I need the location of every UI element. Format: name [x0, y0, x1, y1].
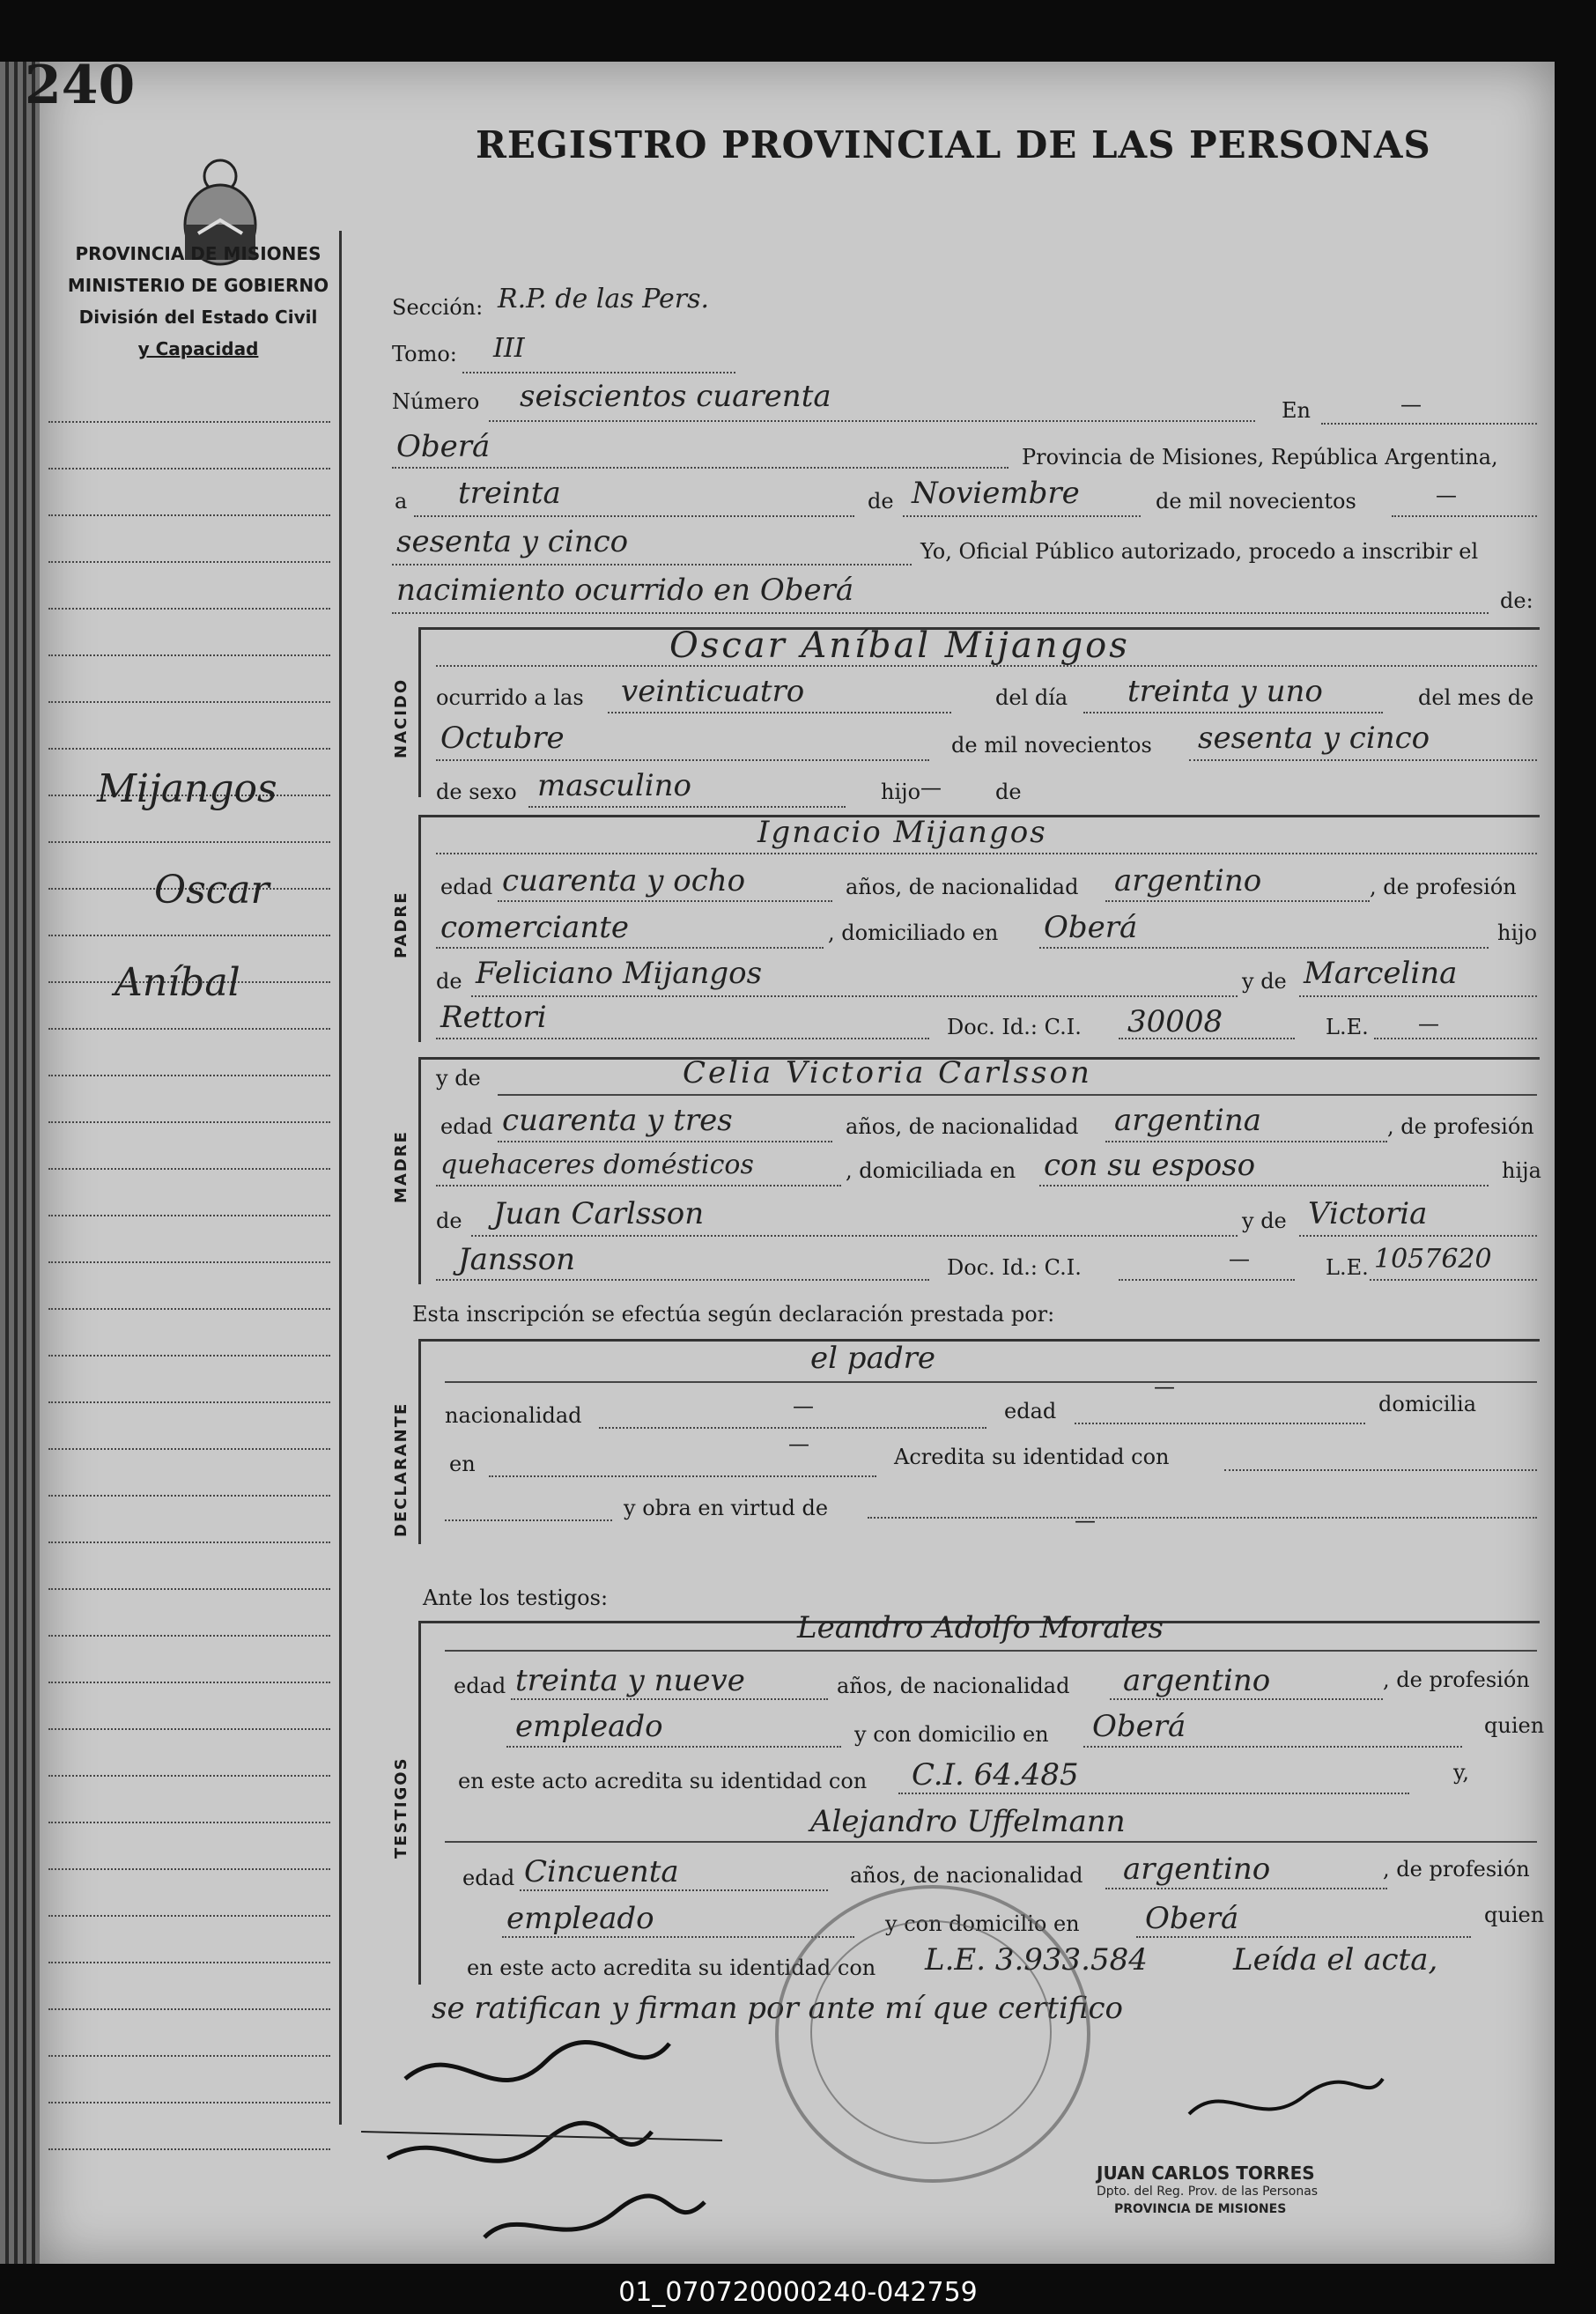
- mil-value: —: [1436, 483, 1457, 507]
- madre-le: 1057620: [1374, 1244, 1492, 1275]
- testigo2-quien: quien: [1484, 1903, 1545, 1927]
- margin-line: [48, 1308, 330, 1312]
- official-stamp-inner-icon: [810, 1920, 1052, 2144]
- margin-line: [48, 654, 330, 658]
- testigo2-prof: empleado: [506, 1901, 654, 1936]
- madre-madre: Victoria: [1308, 1196, 1428, 1231]
- madre-yde-label: y de: [436, 1066, 481, 1090]
- testigo2-edad-label: edad: [462, 1866, 515, 1890]
- cierre-2: se ratifican y firman por ante mí que certifico: [432, 1991, 1124, 2026]
- margin-line: [48, 1075, 330, 1078]
- document-title: REGISTRO PROVINCIAL DE LAS PERSONAS: [476, 123, 1431, 166]
- en-value: —: [1400, 392, 1422, 417]
- official-signature-icon: [1171, 2052, 1400, 2140]
- margin-divider: [339, 231, 342, 2125]
- declarante-dom-label: domicilia: [1378, 1392, 1477, 1416]
- margin-line: [48, 1215, 330, 1218]
- image-id-footer: 01_070720000240-042759: [618, 2277, 978, 2308]
- margin-line: [48, 701, 330, 705]
- hora-value: veinticuatro: [621, 674, 805, 709]
- padre-le: —: [1418, 1011, 1439, 1036]
- margin-surname: Mijangos: [97, 766, 277, 811]
- padre-madre-apellido: Rettori: [440, 1000, 547, 1035]
- testigo1-y: y,: [1453, 1760, 1469, 1785]
- madre-padre: Juan Carlsson: [493, 1196, 705, 1231]
- tomo-value: III: [493, 333, 525, 364]
- margin-line: [48, 1168, 330, 1172]
- madre-dom-label: , domiciliada en: [846, 1158, 1016, 1183]
- margin-line: [48, 1495, 330, 1498]
- margin-line: [48, 1541, 330, 1545]
- testigo1-edad: treinta y nueve: [515, 1663, 745, 1698]
- declarante-edad: —: [1154, 1374, 1175, 1399]
- declarante-acred-label: Acredita su identidad con: [894, 1445, 1170, 1469]
- lugar-value: Oberá: [396, 429, 491, 464]
- padre-doc: 30008: [1127, 1004, 1223, 1039]
- hijo-label: hijo: [881, 780, 921, 804]
- madre-edad-label: edad: [440, 1114, 493, 1139]
- declarante-intro: Esta inscripción se efectúa según declaración prestada por:: [412, 1302, 1055, 1327]
- margin-line: [48, 608, 330, 611]
- testigos-intro: Ante los testigos:: [423, 1586, 609, 1610]
- madre-tab: MADRE: [392, 1130, 410, 1204]
- padre-tab: PADRE: [392, 891, 410, 959]
- padre-dom: Oberá: [1044, 910, 1138, 945]
- testigo2-edad: Cincuenta: [524, 1854, 679, 1889]
- margin-line: [48, 1635, 330, 1638]
- padre-prof-label: , de profesión: [1370, 875, 1517, 899]
- padre-doc-label: Doc. Id.: C.I.: [947, 1015, 1082, 1039]
- madre-yde2-label: y de: [1242, 1209, 1287, 1233]
- margin-line: [48, 935, 330, 938]
- nacido-anio-value: sesenta y cinco: [1198, 721, 1430, 756]
- office-ministry: MINISTERIO DE GOBIERNO: [67, 275, 329, 296]
- margin-line: [48, 1775, 330, 1778]
- padre-padre: Feliciano Mijangos: [476, 956, 763, 991]
- margin-line: [48, 1028, 330, 1031]
- margin-name-1: Oscar: [154, 868, 270, 913]
- margin-line: [48, 2148, 330, 2152]
- madre-madre-apellido: Jansson: [458, 1242, 576, 1277]
- margin-line: [48, 1401, 330, 1405]
- seccion-label: Sección:: [392, 295, 484, 320]
- nacido-dia-value: treinta y uno: [1127, 674, 1323, 709]
- mil-text: de mil novecientos: [1156, 489, 1356, 514]
- declarante-obra-label: y obra en virtud de: [624, 1496, 829, 1520]
- testigo1-prof-label: , de profesión: [1383, 1667, 1530, 1692]
- margin-line: [48, 2008, 330, 2012]
- testigo1-nac: argentino: [1123, 1663, 1271, 1698]
- margin-line: [48, 1822, 330, 1825]
- declarante-obra: —: [1075, 1508, 1096, 1533]
- margin-line: [48, 1355, 330, 1358]
- margin-line: [48, 748, 330, 751]
- sexo-value: masculino: [537, 768, 692, 803]
- testigo1-nombre: Leandro Adolfo Morales: [797, 1610, 1164, 1645]
- margin-name-2: Aníbal: [115, 960, 240, 1005]
- ocurrido-label: ocurrido a las: [436, 685, 584, 710]
- numero-value: seiscientos cuarenta: [520, 379, 831, 414]
- official-role: Dpto. del Reg. Prov. de las Personas: [1097, 2185, 1319, 2199]
- de-colon: de:: [1500, 588, 1533, 613]
- testigo2-nac-label: años, de nacionalidad: [850, 1863, 1083, 1888]
- testigo2-prof-label: , de profesión: [1383, 1857, 1530, 1882]
- declarante-nombre: el padre: [810, 1341, 935, 1376]
- nacido-de-label: de: [995, 780, 1022, 804]
- mes-value: Noviembre: [912, 476, 1080, 511]
- padre-nac: argentino: [1114, 863, 1262, 898]
- padre-prof: comerciante: [440, 910, 629, 945]
- acto-value: nacimiento ocurrido en Oberá: [396, 573, 854, 608]
- declarante-edad-label: edad: [1004, 1399, 1057, 1423]
- a-label: a: [395, 489, 408, 514]
- numero-label: Número: [392, 389, 480, 414]
- testigo1-acred: C.I. 64.485: [912, 1757, 1079, 1793]
- de-mil-label: de mil novecientos: [951, 733, 1152, 758]
- sexo-label: de sexo: [436, 780, 517, 804]
- tomo-label: Tomo:: [392, 342, 457, 366]
- padre-madre: Marcelina: [1304, 956, 1458, 991]
- madre-prof: quehaceres domésticos: [440, 1150, 754, 1180]
- margin-line: [48, 1682, 330, 1685]
- margin-line: [48, 1261, 330, 1265]
- provincia-text: Provincia de Misiones, República Argentina,: [1022, 445, 1498, 469]
- margin-line: [48, 1121, 330, 1125]
- testigo2-acred-label: en este acto acredita su identidad con: [467, 1955, 876, 1980]
- margin-line: [48, 1588, 330, 1592]
- padre-hijo-label: hijo: [1497, 920, 1538, 945]
- declarante-nac: —: [793, 1394, 814, 1418]
- testigo1-acred-label: en este acto acredita su identidad con: [458, 1769, 868, 1793]
- madre-doc-label: Doc. Id.: C.I.: [947, 1255, 1082, 1280]
- madre-nac-label: años, de nacionalidad: [846, 1114, 1079, 1139]
- madre-dom: con su esposo: [1044, 1148, 1256, 1183]
- office-capacity: y Capacidad: [137, 338, 259, 359]
- padre-yde-label: y de: [1242, 969, 1287, 994]
- margin-line: [48, 1915, 330, 1918]
- yo-text: Yo, Oficial Público autorizado, procedo a inscribir el: [920, 539, 1479, 564]
- testigo2-dom-label: y con domicilio en: [885, 1911, 1080, 1936]
- testigo2-nac: argentino: [1123, 1852, 1271, 1887]
- official-province: PROVINCIA DE MISIONES: [1114, 2202, 1287, 2216]
- testigo1-edad-label: edad: [454, 1674, 506, 1698]
- declarante-en: —: [788, 1431, 809, 1456]
- seccion-value: R.P. de las Pers.: [498, 284, 710, 314]
- madre-hija-label: hija: [1502, 1158, 1541, 1183]
- testigo1-dom: Oberá: [1092, 1709, 1186, 1744]
- cierre-1: Leída el acta,: [1233, 1942, 1438, 1978]
- office-province: PROVINCIA DE MISIONES: [75, 243, 321, 264]
- margin-line: [48, 2055, 330, 2059]
- declarante-en-label: en: [449, 1452, 476, 1476]
- nacido-nombre: Oscar Aníbal Mijangos: [669, 625, 1130, 666]
- padre-dom-label: , domiciliado en: [828, 920, 999, 945]
- margin-line: [48, 561, 330, 565]
- padre-edad-label: edad: [440, 875, 493, 899]
- madre-nac: argentina: [1114, 1103, 1262, 1138]
- testigo1-nac-label: años, de nacionalidad: [837, 1674, 1070, 1698]
- nacido-tab: NACIDO: [392, 677, 410, 758]
- testigo2-dom: Oberá: [1145, 1901, 1239, 1936]
- declarante-box: [418, 1339, 1540, 1544]
- testigo2-nombre: Alejandro Uffelmann: [810, 1804, 1126, 1839]
- anio-value: sesenta y cinco: [396, 524, 629, 559]
- margin-line: [48, 1962, 330, 1965]
- testigo2-acred: L.E. 3.933.584: [925, 1942, 1148, 1978]
- official-name: JUAN CARLOS TORRES: [1097, 2162, 1315, 2184]
- signatures-icon: [352, 2026, 749, 2273]
- de-label: de: [868, 489, 894, 514]
- testigo1-quien: quien: [1484, 1713, 1545, 1738]
- padre-le-label: L.E.: [1326, 1015, 1369, 1039]
- margin-line: [48, 514, 330, 518]
- testigo1-dom-label: y con domicilio en: [854, 1722, 1049, 1747]
- padre-de-label: de: [436, 969, 462, 994]
- del-dia-label: del día: [995, 685, 1068, 710]
- margin-line: [48, 1728, 330, 1732]
- book-binding: [0, 62, 40, 2264]
- hijo-value: —: [920, 775, 942, 800]
- declarante-nac-label: nacionalidad: [445, 1403, 582, 1428]
- margin-line: [48, 1868, 330, 1872]
- page-number: 240: [25, 55, 136, 116]
- padre-nombre: Ignacio Mijangos: [757, 815, 1047, 850]
- margin-line: [48, 2102, 330, 2105]
- padre-edad: cuarenta y ocho: [502, 863, 746, 898]
- en-label: En: [1282, 398, 1311, 423]
- dia-value: treinta: [458, 476, 561, 511]
- madre-edad: cuarenta y tres: [502, 1103, 733, 1138]
- madre-doc: —: [1229, 1246, 1250, 1271]
- del-mes-label: del mes de: [1418, 685, 1534, 710]
- madre-le-label: L.E.: [1326, 1255, 1369, 1280]
- madre-prof-label: , de profesión: [1387, 1114, 1534, 1139]
- madre-de-label: de: [436, 1209, 462, 1233]
- margin-line: [48, 468, 330, 471]
- nacido-mes-value: Octubre: [440, 721, 565, 756]
- margin-line: [48, 421, 330, 425]
- testigo1-prof: empleado: [515, 1709, 663, 1744]
- margin-line: [48, 1448, 330, 1452]
- madre-nombre: Celia Victoria Carlsson: [683, 1055, 1092, 1090]
- margin-line: [48, 841, 330, 845]
- office-division: División del Estado Civil: [78, 307, 318, 328]
- issuing-office: [35, 238, 361, 365]
- padre-nac-label: años, de nacionalidad: [846, 875, 1079, 899]
- testigos-tab: TESTIGOS: [392, 1756, 410, 1859]
- declarante-tab: DECLARANTE: [392, 1401, 410, 1537]
